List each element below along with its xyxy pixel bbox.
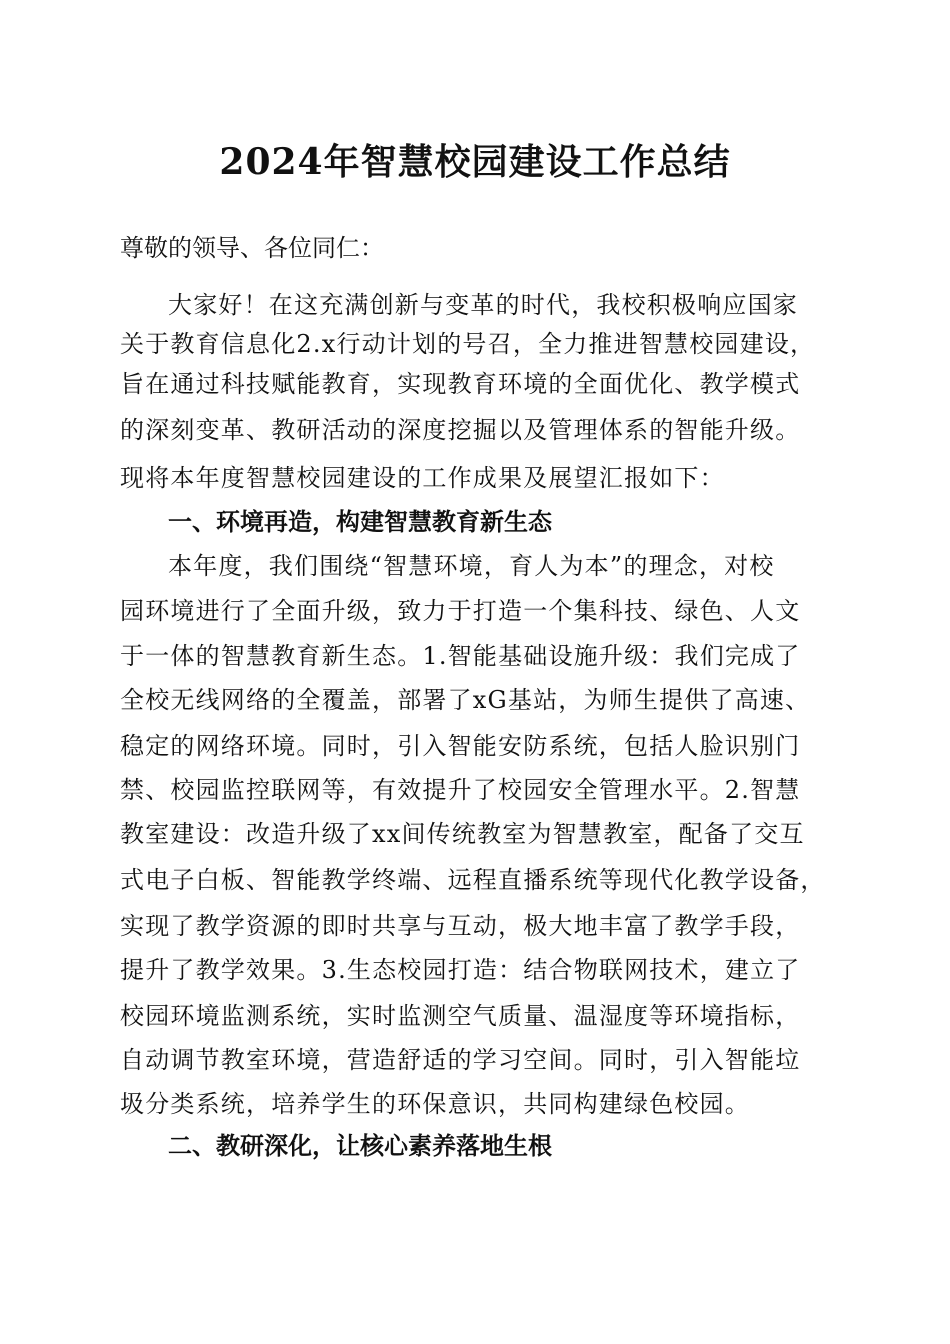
salutation: 尊敬的领导、各位同仁： <box>120 234 384 262</box>
section1-line: 于一体的智慧教育新生态。1.智能基础设施升级：我们完成了 <box>120 642 801 670</box>
section1-line: 稳定的网络环境。同时，引入智能安防系统，包括人脸识别门 <box>120 732 801 760</box>
intro-line: 大家好！在这充满创新与变革的时代，我校积极响应国家 <box>168 291 798 319</box>
intro-line: 旨在通过科技赋能教育，实现教育环境的全面优化、教学模式 <box>120 370 801 398</box>
section1-line: 校园环境监测系统，实时监测空气质量、温湿度等环境指标， <box>120 1002 801 1030</box>
section1-line: 式电子白板、智能教学终端、远程直播系统等现代化教学设备， <box>120 866 826 894</box>
section-heading-1: 一、环境再造，构建智慧教育新生态 <box>168 507 552 536</box>
section1-line: 全校无线网络的全覆盖，部署了xG基站，为师生提供了高速、 <box>120 686 811 714</box>
section1-line: 圾分类系统，培养学生的环保意识，共同构建绿色校园。 <box>120 1090 750 1118</box>
intro-line: 的深刻变革、教研活动的深度挖掘以及管理体系的智能升级。 <box>120 416 801 444</box>
page-title: 2024年智慧校园建设工作总结 <box>219 141 731 183</box>
section1-line: 禁、校园监控联网等，有效提升了校园安全管理水平。2.智慧 <box>120 776 801 804</box>
section-heading-2: 二、教研深化，让核心素养落地生根 <box>168 1131 552 1160</box>
section1-line: 实现了教学资源的即时共享与互动，极大地丰富了教学手段， <box>120 912 801 940</box>
intro-line: 现将本年度智慧校园建设的工作成果及展望汇报如下： <box>120 464 725 492</box>
section1-line: 园环境进行了全面升级，致力于打造一个集科技、绿色、人文 <box>120 597 801 625</box>
section1-line: 本年度，我们围绕“智慧环境，育人为本”的理念，对校 <box>168 552 775 580</box>
section1-line: 教室建设：改造升级了xx间传统教室为智慧教室，配备了交互 <box>120 820 805 848</box>
section1-line: 自动调节教室环境，营造舒适的学习空间。同时，引入智能垃 <box>120 1046 801 1074</box>
intro-line: 关于教育信息化2.x行动计划的号召，全力推进智慧校园建设， <box>120 330 816 358</box>
section1-line: 提升了教学效果。3.生态校园打造：结合物联网技术，建立了 <box>120 956 801 984</box>
